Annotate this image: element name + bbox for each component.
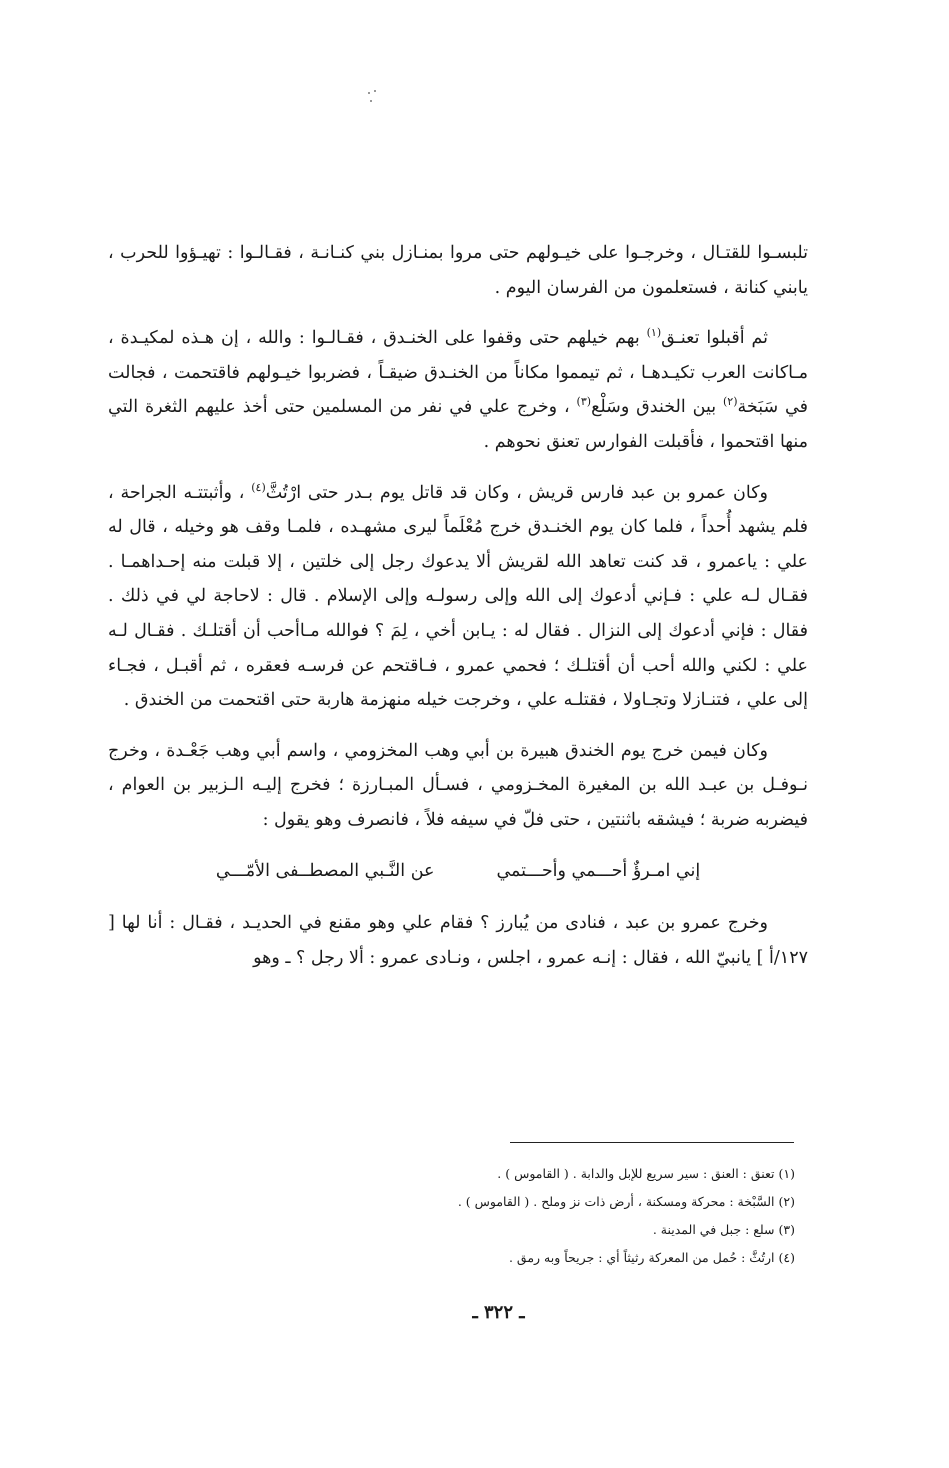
page-number: ـ ٣٢٢ ـ: [472, 1302, 525, 1323]
poetry-verse: [108, 854, 808, 889]
paragraph-2-text-a: ثم أقبلوا تعنـق: [661, 328, 768, 349]
scan-speck: [360, 88, 390, 108]
paragraph-2-text-d: ، وخرج علي في نفر من المسلمين حتى أخذ عليهم الثغرة التي منها اقتحموا ، فأقبلت الفوارس تعنق نحوهم .: [108, 397, 808, 452]
paragraph-2-text-c: بين الخندق وسَلْع: [591, 397, 723, 418]
paragraph-1: تلبسـوا للقتـال ، وخرجـوا على خيـولهم حتى مروا بمنـازل بني كنـانـة ، فقـالـوا : تهيـؤوا للحرب ، يابني كنانة ، فستعلمون من الفرسان اليوم .: [108, 243, 808, 298]
footnote-ref-1: (١): [646, 326, 662, 340]
verse-first-hemistich: إني امـرؤٌ أحـــمي وأحـــتمي: [496, 860, 701, 881]
paragraph-5: وخرج عمرو بن عبد ، فنادى من يُبارز ؟ فقام علي وهو مقنع في الحديـد ، فقـال : أنا لها [ ١٢٧/أ ] يانبيّ الله ، فقال : إنـه عمرو ، اجلس ، ونـادى عمرو : ألا رجل ؟ ـ وهو: [108, 913, 808, 968]
paragraph-3: [108, 476, 808, 718]
main-text: [108, 236, 808, 991]
footnote-ref-2: (٢): [723, 395, 738, 409]
footnotes: [300, 1160, 795, 1272]
paragraph-3-text-a: وكان عمرو بن عبد فارس قريش ، وكان قد قاتل يوم بـدر حتى ارْتُثَّ: [265, 482, 768, 503]
verse-second-hemistich: عن النَّـبي المصطــفى الأمّـــي: [215, 860, 435, 881]
paragraph-2: [108, 321, 808, 459]
footnote-1: (١) تعنق : العنق : سير سريع للإبل والدابة . ( القاموس ) .: [497, 1166, 795, 1181]
footnote-3: (٣) سلع : جبل في المدينة .: [652, 1222, 795, 1237]
footnote-separator: [510, 1142, 794, 1143]
paragraph-2-text-b: بهم خيلهم حتى وقفوا على الخنـدق ، فقـالـوا : والله ، إن هـذه لمكيـدة ، مـاكانت العرب تكيـدهـا ، ثم تيمموا مكاناً من الخنـدق ضيقـاً ، فضربوا خيـولهم فاقتحمت ، فجالت في سَبَخة: [108, 328, 808, 418]
paragraph-3-text-b: ، وأثبتتـه الجراحة ، فلم يشهد أُحداً ، فلما كان يوم الخنـدق خرج مُعْلَماً ليرى مشهـده ، فلمـا وقف هو وخيله ، قال له علي : ياعمرو ، قد كنت تعاهد الله لقريش ألا يدعوك رجل إلى خلتين ، إلا قبلت منه إحـداهمـا . فقـال لـه علي : فـإني أدعوك إلى الله وإلى رسولـه وإلى الإسلام . قال : لاحاجة لي في ذلك . فقال : فإني أدعوك إلى النزال . فقال له : يـابن أخي ، لِمَ ؟ فوالله مـاأحب أن أقتلـك . فقـال لـه علي : لكني والله أحب أن أقتلـك ؛ فحمي عمرو ، فـاقتحم عن فرسـه فعقره ، ثم أقبـل ، فجـاء إلى علي ، فتنـازلا وتجـاولا ، فقتلـه علي ، وخرجت خيله منهزمة هاربة حتى اقتحمت من الخندق .: [108, 482, 808, 711]
footnote-ref-3: (٣): [576, 395, 592, 409]
footnote-2: (٢) السَّبْخة : محركة ومسكنة ، أرض ذات نز وملح . ( القاموس ) .: [457, 1194, 795, 1209]
paragraph-4: وكان فيمن خرج يوم الخندق هبيرة بن أبي وهب المخزومي ، واسم أبي وهب جَعْـدة ، وخرج نـوفـل بن عبـد الله بن المغيرة المخـزومي ، فسـأل المبـارزة ؛ فخرج إليـه الـزبير بن العوام ، فيضربه ضربة ؛ فيشقه باثنتين ، حتى فلّ في سيفه فلاً ، فانصرف وهو يقول :: [108, 740, 808, 830]
footnote-ref-4: (٤): [251, 480, 266, 494]
footnote-4: (٤) ارتُثَّ : حُمل من المعركة رثيثاً أي : جريحاً وبه رمق .: [508, 1250, 795, 1265]
